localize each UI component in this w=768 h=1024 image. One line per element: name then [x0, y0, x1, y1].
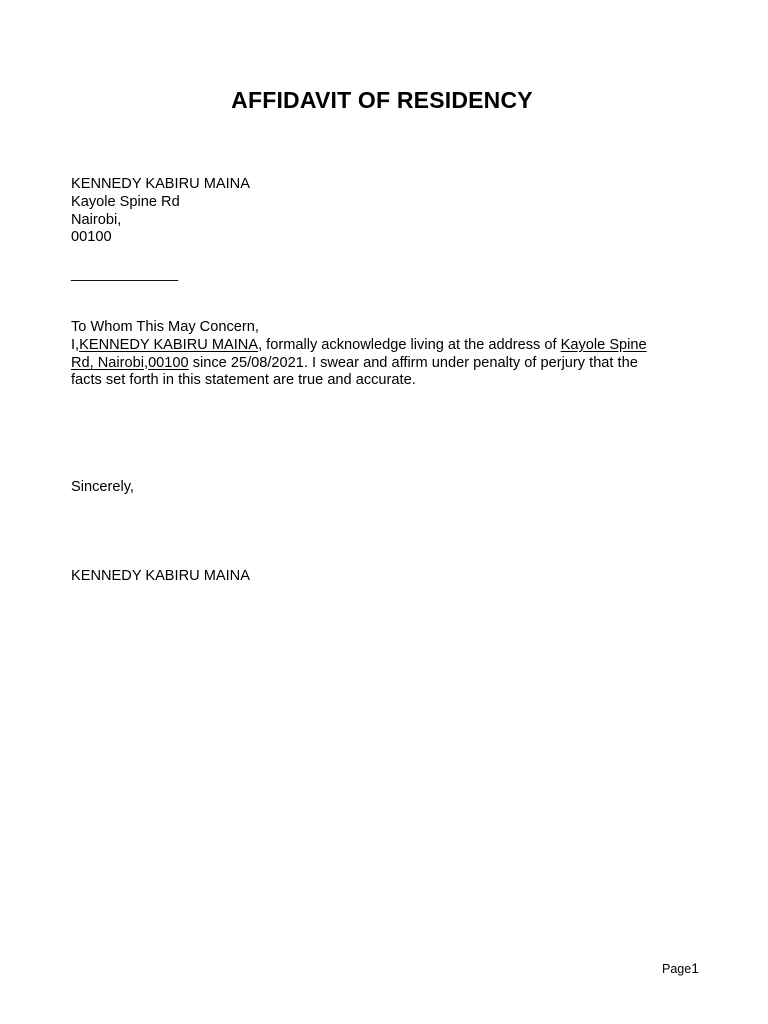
affidavit-body: [71, 319, 671, 390]
sender-city: Nairobi,: [71, 211, 122, 228]
page-number: 1: [691, 960, 699, 976]
page-number-footer: [662, 960, 699, 977]
signature-name: KENNEDY KABIRU MAINA: [71, 568, 250, 584]
sender-street: Kayole Spine Rd: [71, 193, 180, 210]
body-text-1: , formally acknowledge living at the address of: [258, 336, 561, 353]
body-line-2: [71, 355, 671, 373]
closing: Sincerely,: [71, 479, 134, 495]
body-line-3: facts set forth in this statement are true and accurate.: [71, 372, 416, 389]
affiant-name-field: KENNEDY KABIRU MAINA: [79, 336, 259, 353]
date-blank-line: ______________: [71, 266, 178, 282]
address-postal-field: 00100: [148, 354, 189, 371]
address-comma: ,: [144, 354, 149, 371]
sender-name: KENNEDY KABIRU MAINA: [71, 176, 250, 192]
address-field-part-2: Rd, Nairobi: [71, 354, 144, 371]
sender-postal-code: 00100: [71, 229, 112, 246]
document-title: AFFIDAVIT OF RESIDENCY: [231, 87, 533, 113]
address-field-part-1: Kayole Spine: [560, 336, 647, 353]
salutation: To Whom This May Concern,: [71, 319, 259, 335]
body-text-2: since 25/08/2021. I swear and affirm under penalty of perjury that the: [188, 354, 638, 371]
sender-address-block: [71, 176, 250, 247]
body-line-1: [71, 337, 671, 355]
body-prefix: I,: [71, 336, 80, 353]
page-label: Page: [662, 962, 692, 976]
